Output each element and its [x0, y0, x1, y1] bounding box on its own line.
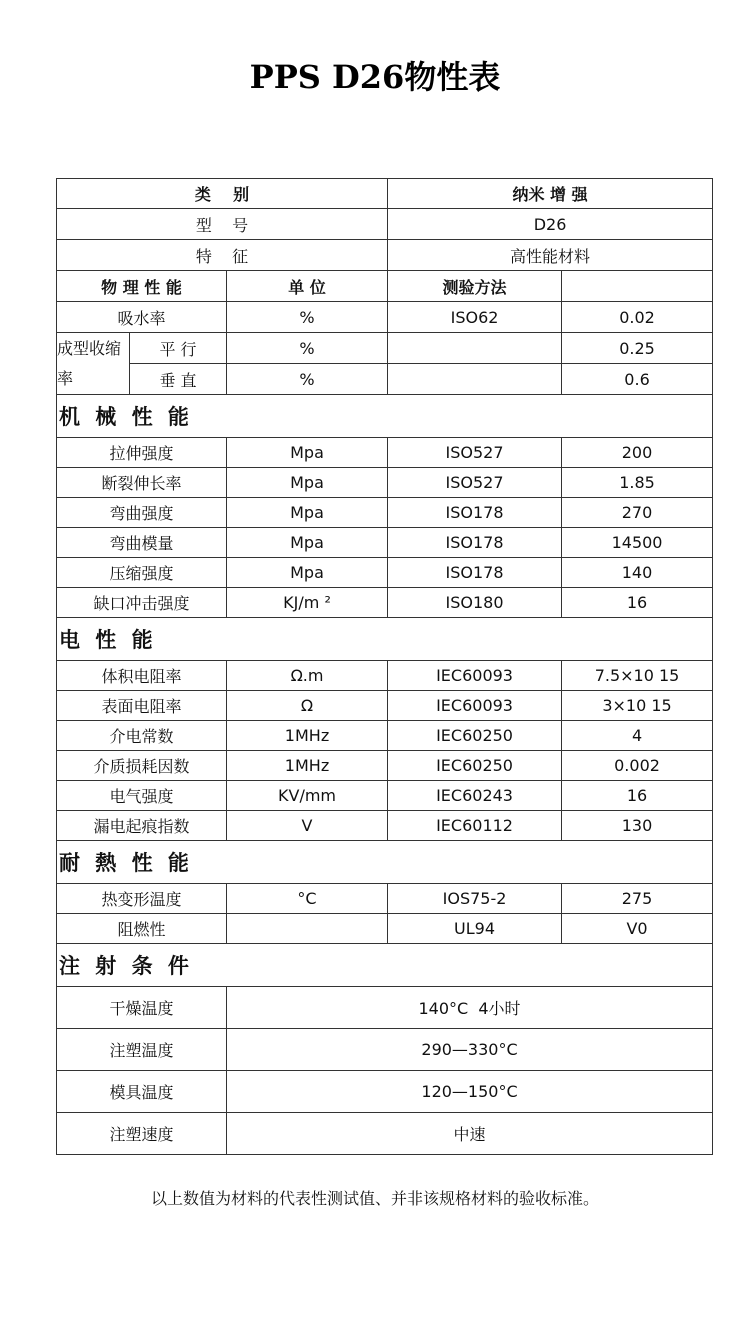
property-name: 缺口冲击强度	[57, 588, 227, 618]
property-unit: Mpa	[227, 558, 388, 588]
section-title: 耐 熱 性 能	[57, 841, 713, 884]
condition-value: 140°C 4小时	[227, 987, 713, 1029]
property-method: ISO527	[388, 438, 562, 468]
property-value: 0.02	[562, 302, 713, 333]
property-name: 热变形温度	[57, 884, 227, 914]
property-unit	[227, 914, 388, 944]
table-row	[57, 811, 713, 841]
table-row	[57, 691, 713, 721]
section-title: 电 性 能	[57, 618, 713, 661]
property-method: IEC60250	[388, 721, 562, 751]
condition-name: 模具温度	[57, 1071, 227, 1113]
feature-row	[57, 240, 713, 271]
property-value: 14500	[562, 528, 713, 558]
property-method: IEC60243	[388, 781, 562, 811]
property-unit: 1MHz	[227, 751, 388, 781]
property-method	[388, 333, 562, 364]
condition-value: 中速	[227, 1113, 713, 1155]
property-name: 拉伸强度	[57, 438, 227, 468]
footer-note: 以上数值为材料的代表性测试值、并非该规格材料的验收标准。	[150, 1189, 599, 1208]
property-value: 270	[562, 498, 713, 528]
property-name: 断裂伸长率	[57, 468, 227, 498]
property-unit: V	[227, 811, 388, 841]
table-row	[57, 914, 713, 944]
property-name: 弯曲模量	[57, 528, 227, 558]
model-row	[57, 209, 713, 240]
property-value: V0	[562, 914, 713, 944]
property-method: IEC60112	[388, 811, 562, 841]
property-method	[388, 364, 562, 395]
property-method: IEC60093	[388, 661, 562, 691]
property-name: 体积电阻率	[57, 661, 227, 691]
section-title: 注 射 条 件	[57, 944, 713, 987]
property-unit: Ω	[227, 691, 388, 721]
property-unit: %	[227, 364, 388, 395]
property-unit: KV/mm	[227, 781, 388, 811]
condition-value: 290—330°C	[227, 1029, 713, 1071]
property-unit: 1MHz	[227, 721, 388, 751]
property-value: 4	[562, 721, 713, 751]
property-unit: Mpa	[227, 468, 388, 498]
property-value: 140	[562, 558, 713, 588]
section-header-mechanical	[57, 395, 713, 438]
condition-name: 注塑温度	[57, 1029, 227, 1071]
property-name: 阻燃性	[57, 914, 227, 944]
property-unit: Mpa	[227, 498, 388, 528]
property-value: 275	[562, 884, 713, 914]
condition-name: 注塑速度	[57, 1113, 227, 1155]
property-value: 0.25	[562, 333, 713, 364]
property-name: 压缩强度	[57, 558, 227, 588]
table-row	[57, 468, 713, 498]
model-label: 型 号	[57, 209, 388, 240]
property-value: 1.85	[562, 468, 713, 498]
property-name: 垂 直	[130, 364, 227, 395]
table-row	[57, 438, 713, 468]
property-name: 平 行	[130, 333, 227, 364]
property-name: 介质损耗因数	[57, 751, 227, 781]
property-unit: Ω.m	[227, 661, 388, 691]
table-row	[57, 987, 713, 1029]
column-header-method: 测验方法	[388, 271, 562, 302]
section-header-thermal	[57, 841, 713, 884]
property-name: 表面电阻率	[57, 691, 227, 721]
property-name: 弯曲强度	[57, 498, 227, 528]
property-method: IEC60093	[388, 691, 562, 721]
table-row	[57, 302, 713, 333]
property-value: 3×10 15	[562, 691, 713, 721]
property-unit: %	[227, 302, 388, 333]
property-unit: °C	[227, 884, 388, 914]
property-method: ISO62	[388, 302, 562, 333]
table-row	[57, 751, 713, 781]
property-name: 吸水率	[57, 302, 227, 333]
property-method: IEC60250	[388, 751, 562, 781]
property-name: 介电常数	[57, 721, 227, 751]
property-table	[56, 178, 713, 1155]
property-unit: Mpa	[227, 528, 388, 558]
table-row	[57, 884, 713, 914]
column-header-row	[57, 271, 713, 302]
property-method: ISO527	[388, 468, 562, 498]
section-header-injection	[57, 944, 713, 987]
feature-label: 特 征	[57, 240, 388, 271]
property-method: UL94	[388, 914, 562, 944]
page-title: PPS D26物性表	[249, 58, 501, 96]
table-row	[57, 661, 713, 691]
category-label: 类 别	[57, 179, 388, 209]
property-value: 16	[562, 781, 713, 811]
property-value: 200	[562, 438, 713, 468]
column-header-unit: 单 位	[227, 271, 388, 302]
condition-name: 干燥温度	[57, 987, 227, 1029]
property-value: 0.002	[562, 751, 713, 781]
table-row	[57, 528, 713, 558]
property-unit: KJ/m ²	[227, 588, 388, 618]
property-unit: Mpa	[227, 438, 388, 468]
table-row	[57, 333, 713, 364]
table-row	[57, 1113, 713, 1155]
property-unit: %	[227, 333, 388, 364]
property-method: ISO180	[388, 588, 562, 618]
model-value: D26	[388, 209, 713, 240]
property-name: 电气强度	[57, 781, 227, 811]
section-title: 机 械 性 能	[57, 395, 713, 438]
column-header-property: 物 理 性 能	[57, 271, 227, 302]
table-row	[57, 1029, 713, 1071]
table-row	[57, 558, 713, 588]
property-value: 16	[562, 588, 713, 618]
table-row	[57, 498, 713, 528]
property-method: ISO178	[388, 498, 562, 528]
category-value: 纳米 增 强	[388, 179, 713, 209]
condition-value: 120—150°C	[227, 1071, 713, 1113]
shrinkage-label: 成型收缩率	[57, 333, 130, 395]
column-header-value	[562, 271, 713, 302]
table-row	[57, 588, 713, 618]
table-row	[57, 364, 713, 395]
table-row	[57, 1071, 713, 1113]
property-value: 7.5×10 15	[562, 661, 713, 691]
section-header-electrical	[57, 618, 713, 661]
feature-value: 高性能材料	[388, 240, 713, 271]
property-method: ISO178	[388, 528, 562, 558]
property-name: 漏电起痕指数	[57, 811, 227, 841]
table-row	[57, 721, 713, 751]
property-value: 130	[562, 811, 713, 841]
property-value: 0.6	[562, 364, 713, 395]
property-method: ISO178	[388, 558, 562, 588]
category-row	[57, 179, 713, 209]
table-row	[57, 781, 713, 811]
property-method: IOS75-2	[388, 884, 562, 914]
